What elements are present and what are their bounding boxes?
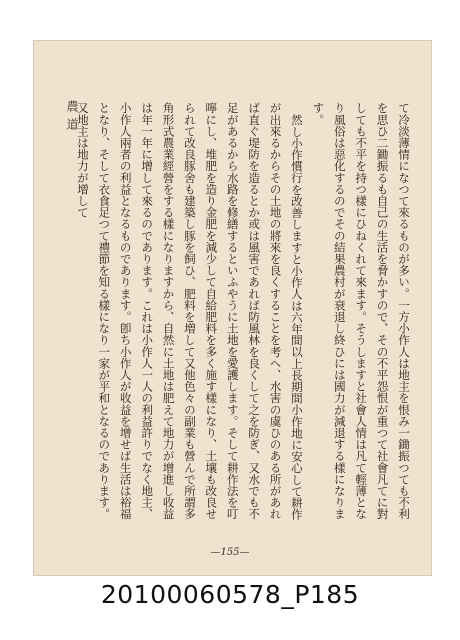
catalog-id: 20100060578_P185 — [100, 580, 360, 609]
paragraph: て冷淡薄情になつて來るものが多い。一方小作人は地主を恨み一鋤振つても不利を思ひ二鋤振るも自己の生活を脅かすので、その不平怨恨が重つて社會凡てに對しても不平を持つ樣にひねくれて來ます。そうしますと社會人情は凡て輕薄となり風俗は惡化するのでその結果農村が衰退し終ひには國力が減退する樣になります。 — [311, 102, 411, 520]
paragraph: 然し小作慣行を改善しますと小作人は六年間以上長期間小作地に安心して耕作が出來るからその土地の將來を良くすることを考へ、水害の虞ひのある所があれば直ぐ堤防を造るとか或は風害であれば防風林を良くして之を防ぎ、又水でも不足があるから水路を修繕するといふやうに土地を愛護します。そして耕作法を叮嚀にし、堆肥を造り金肥を減少して自給肥料を多く施す樣になり、土壤も改良せられて改良豚舍も建築し豚を飼ひ、肥料を増して又他色々の副業も營んで所謂多角形式農業經營をする樣になりますから、自然に土地は肥えて地力が增進し收益は年一年に增して來るのであります。これは小作人一人の利益許りでなく地主、小作人兩者の利益となるものであります。卽ち小作人が收益を增せば生活は裕福となり、そして衣食足つて禮節を知る樣になり一家が平和となるのであります。又地主は地力が增して — [75, 102, 304, 520]
body-text — [75, 102, 414, 530]
page-header: 農道 — [65, 100, 79, 136]
page-number: —155— — [210, 547, 250, 558]
